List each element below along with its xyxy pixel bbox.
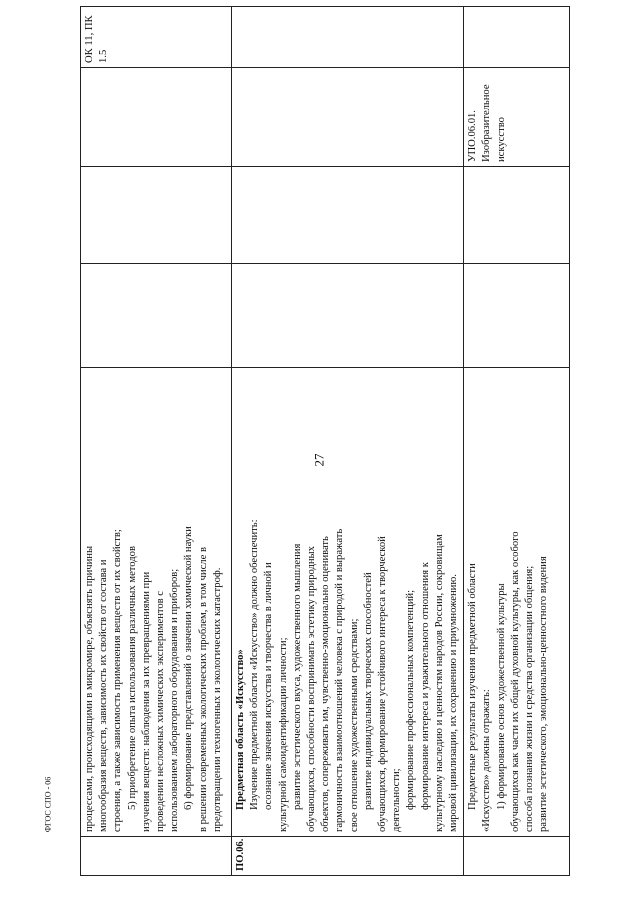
competences-cell (232, 7, 464, 68)
content-line: 6) формирование представлений о значении химической науки (183, 526, 195, 810)
empty-cell (464, 167, 570, 264)
content-line: 1) формирование основ художественной культуры (495, 583, 507, 810)
code-cell (464, 837, 570, 876)
content-line: обучающихся, способности воспринимать эстетику природных (306, 546, 318, 832)
content-line: объектов, сопереживать им, чувственно-эмоционально оценивать (320, 536, 332, 832)
content-line: многообразия веществ, зависимость их свойств от состава и (98, 559, 110, 832)
content-line: в решении современных экологических проблем, в том числе в (197, 547, 209, 832)
content-line: предотвращении техногенных и экологических катастроф. (211, 567, 223, 832)
empty-cell (232, 167, 464, 264)
content-line: Изучение предметной области «Искусство» должно обеспечить: (249, 519, 261, 810)
table-row (232, 7, 464, 876)
content-line: развитие эстетического вкуса, художественного мышления (291, 543, 303, 810)
content-line: процессами, происходящими в микромире, объяснять причины (84, 545, 95, 832)
code-cell: ПО.06. (232, 837, 464, 876)
content-line: свое отношение художественными средствами; (348, 618, 360, 832)
course-cell (81, 68, 232, 167)
empty-cell (464, 264, 570, 368)
content-line: Предметные результаты изучения предметной области (467, 563, 479, 810)
competences-cell: ОК 11, ПК 1.5 (81, 7, 232, 68)
content-line: 5) приобретение опыта использования различных методов (126, 546, 138, 810)
content-line: «Искусство» должны отражать: (481, 689, 493, 832)
table-row (81, 7, 232, 876)
competences-cell (464, 7, 570, 68)
content-line: деятельности; (391, 768, 403, 832)
content-line: развитие эстетического, эмоционально-ценностного видения (538, 556, 550, 832)
page-number: 27 (311, 453, 327, 467)
empty-cell (232, 264, 464, 368)
content-cell (81, 368, 232, 837)
rotated-table-wrapper (80, 15, 550, 876)
content-cell (232, 368, 464, 837)
course-cell: УПО.06.01. Изобразительное искусство (464, 68, 570, 167)
section-title: Предметная область «Искусство» (235, 649, 246, 810)
content-line: гармоничность взаимоотношений человека с природой и выражать (334, 528, 346, 832)
content-line: проведении несложных химических экспериментов с (155, 590, 167, 832)
content-line: культурной самоидентификации личности; (277, 637, 289, 832)
table-row (464, 7, 570, 876)
content-line: развитие индивидуальных творческих способностей (362, 572, 374, 810)
course-cell (232, 68, 464, 167)
content-line: осознание значения искусства и творчества в личной и (263, 562, 275, 810)
content-line: способа познания жизни и средства организации общения; (524, 565, 536, 832)
content-line: обучающихся, формирование устойчивого интереса к творческой (377, 536, 389, 832)
content-line: формирование профессиональных компетенций; (405, 589, 417, 810)
curriculum-table (80, 6, 570, 876)
empty-cell (81, 167, 232, 264)
code-cell (81, 837, 232, 876)
content-line: формирование интереса и уважительного отношения к (419, 562, 431, 810)
content-line: культурному наследию и ценностям народов России, сокровищам (433, 534, 445, 832)
content-line: строения, а также зависимость применения веществ от их свойств; (112, 529, 124, 832)
content-line: мировой цивилизации, их сохранению и приумножению. (448, 574, 460, 832)
content-line: использованием лабораторного оборудования и приборов; (169, 568, 181, 832)
content-line: изучения веществ: наблюдения за их превращениями при (140, 571, 152, 832)
empty-cell (81, 264, 232, 368)
content-line: обучающихся как части их общей духовной культуры, как особого (509, 531, 521, 832)
content-cell (464, 368, 570, 837)
footer-label: ФГОС СПО - 06 (43, 776, 53, 833)
